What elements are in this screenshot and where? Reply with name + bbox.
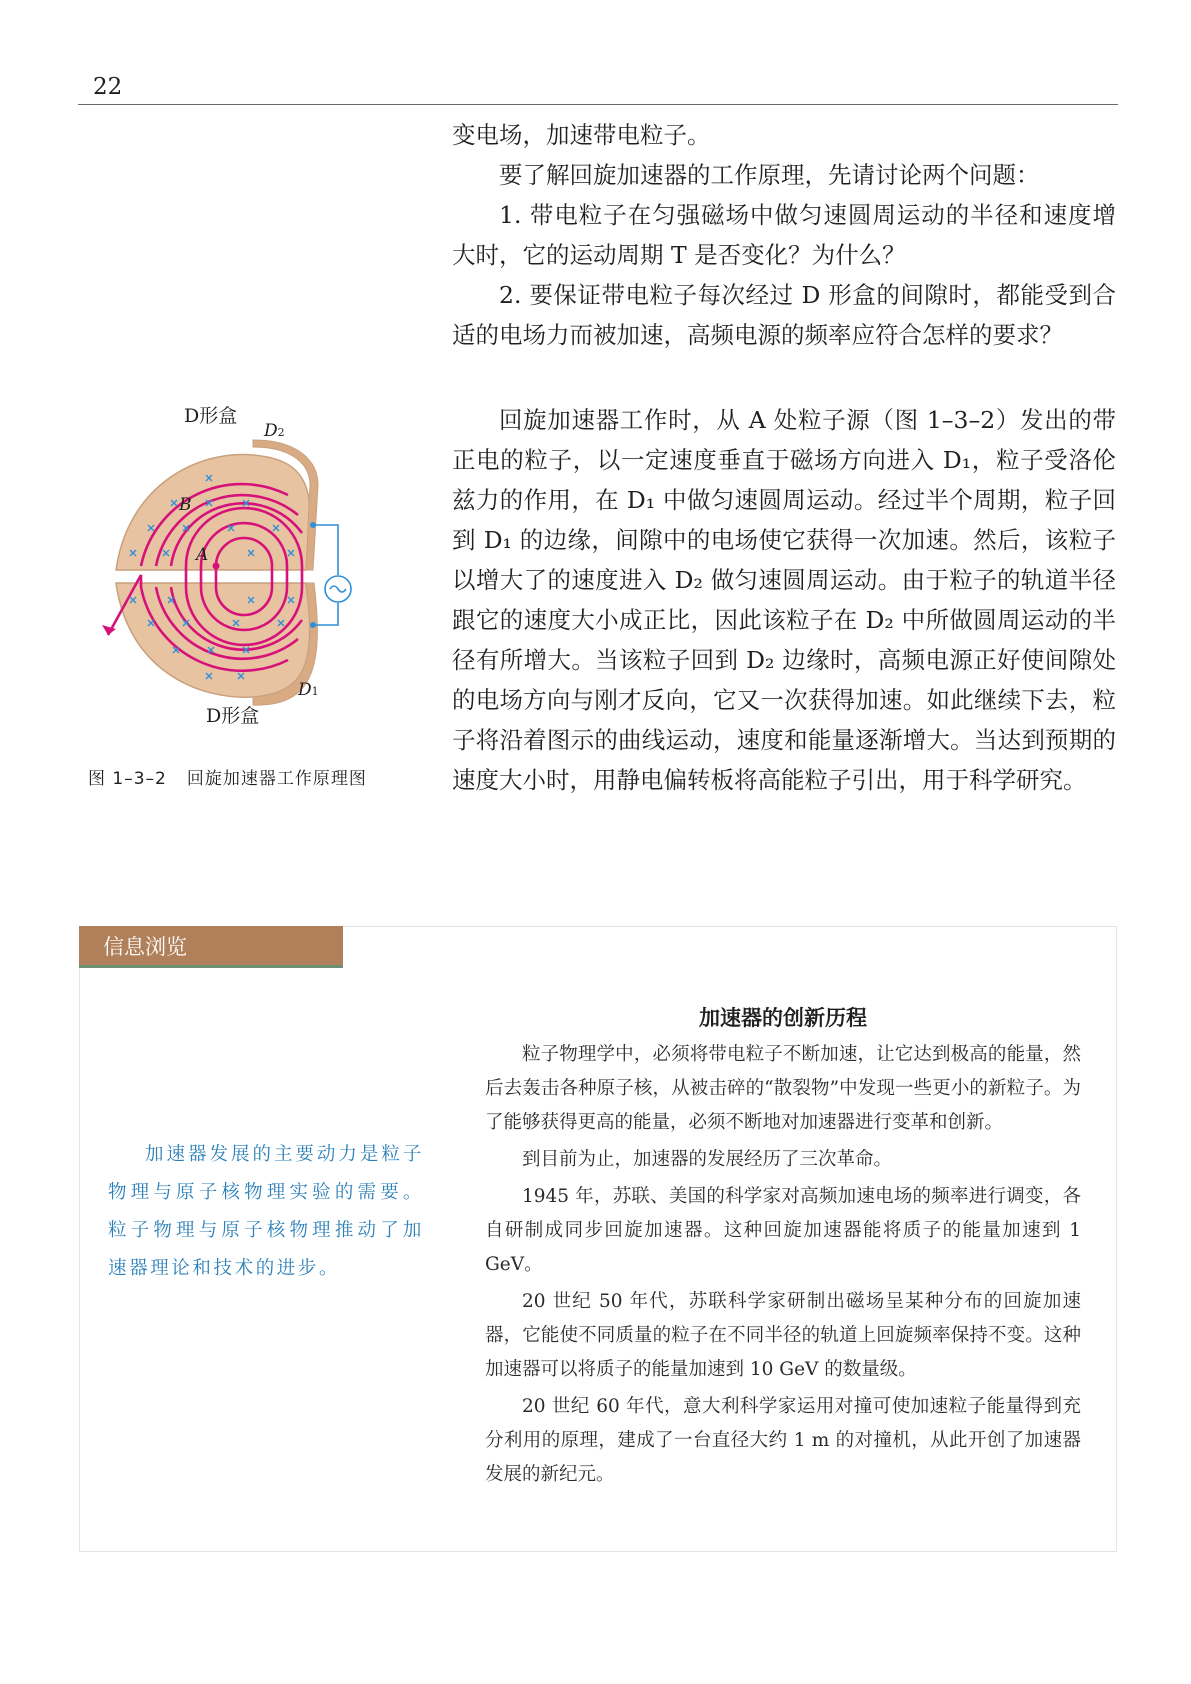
side-note-text: 加速器发展的主要动力是粒子物理与原子核物理实验的需要。粒子物理与原子核物理推动了加速器理论和技术的进步。	[108, 1144, 424, 1279]
label-b: B	[179, 495, 192, 515]
article-paragraph-5: 20 世纪 60 年代，意大利科学家运用对撞可使加速粒子能量得到充分利用的原理，建成了一台直径大约 1 m 的对撞机，从此开创了加速器发展的新纪元。	[485, 1396, 1081, 1485]
figure-caption	[88, 764, 367, 789]
question-1: 1. 带电粒子在匀强磁场中做匀速圆周运动的半径和速度增大时，它的运动周期 T 是否变化？为什么？	[452, 201, 1116, 269]
wire-node-bottom	[310, 622, 316, 628]
label-top-dee: D形盒	[184, 405, 238, 427]
paragraph-principle: 回旋加速器工作时，从 A 处粒子源（图 1–3–2）发出的带正电的粒子，以一定速度垂直于磁场方向进入 D₁，粒子受洛伦兹力的作用，在 D₁ 中做匀速圆周运动。经过半个周期，粒子回到 D₁ 的边缘，间隙中的电场使它获得一次加速。然后，该粒子以增大了的速度进入 D₂ 做匀速圆周运动。由于粒子的轨道半径跟它的速度大小成正比，因此该粒子在 D₂ 中所做圆周运动的半径有所增大。当该粒子回到 D₂ 边缘时，高频电源正好使间隙处的电场方向与刚才反向，它又一次获得加速。如此继续下去，粒子将沿着图示的曲线运动，速度和能量逐渐增大。当达到预期的速度大小时，用静电偏转板将高能粒子引出，用于科学研究。	[452, 406, 1116, 794]
article-paragraph-4: 20 世纪 50 年代，苏联科学家研制出磁场呈某种分布的回旋加速器，它能使不同质量的粒子在不同半径的轨道上回旋频率保持不变。这种加速器可以将质子的能量加速到 10 GeV 的数量级。	[485, 1291, 1081, 1380]
caption-text: 回旋加速器工作原理图	[186, 769, 367, 789]
article-paragraph-1: 粒子物理学中，必须将带电粒子不断加速，让它达到极高的能量，然后去轰击各种原子核，从被击碎的“散裂物”中发现一些更小的新粒子。为了能够获得更高的能量，必须不断地对加速器进行变革和创新。	[485, 1044, 1081, 1133]
cyclotron-figure	[88, 405, 428, 785]
main-text	[452, 115, 1116, 800]
info-tab: 信息浏览	[79, 926, 343, 968]
side-note	[108, 1136, 424, 1288]
article-title: 加速器的创新历程	[699, 1006, 867, 1030]
ac-source-wiring	[313, 525, 351, 625]
paragraph-1: 变电场，加速带电粒子。	[452, 121, 711, 149]
top-rule	[78, 104, 1118, 105]
paragraph-2: 要了解回旋加速器的工作原理，先请讨论两个问题：	[499, 161, 1040, 189]
label-a: A	[196, 545, 209, 565]
wire-node-top	[310, 522, 316, 528]
page-number: 22	[93, 74, 123, 100]
caption-number: 图 1–3–2	[88, 769, 167, 789]
article-paragraph-3: 1945 年，苏联、美国的科学家对高频加速电场的频率进行调变，各自研制成同步回旋加速器。这种回旋加速器能将质子的能量加速到 1 GeV。	[485, 1186, 1081, 1275]
article-paragraph-2: 到目前为止，加速器的发展经历了三次革命。	[522, 1149, 893, 1170]
label-bottom-dee: D形盒	[206, 705, 260, 727]
particle-source	[213, 563, 220, 570]
label-d2: D2	[264, 421, 285, 441]
info-article	[485, 1000, 1081, 1492]
label-d1: D1	[298, 680, 319, 700]
question-2: 2. 要保证带电粒子每次经过 D 形盒的间隙时，都能受到合适的电场力而被加速，高频电源的频率应符合怎样的要求？	[452, 281, 1116, 349]
